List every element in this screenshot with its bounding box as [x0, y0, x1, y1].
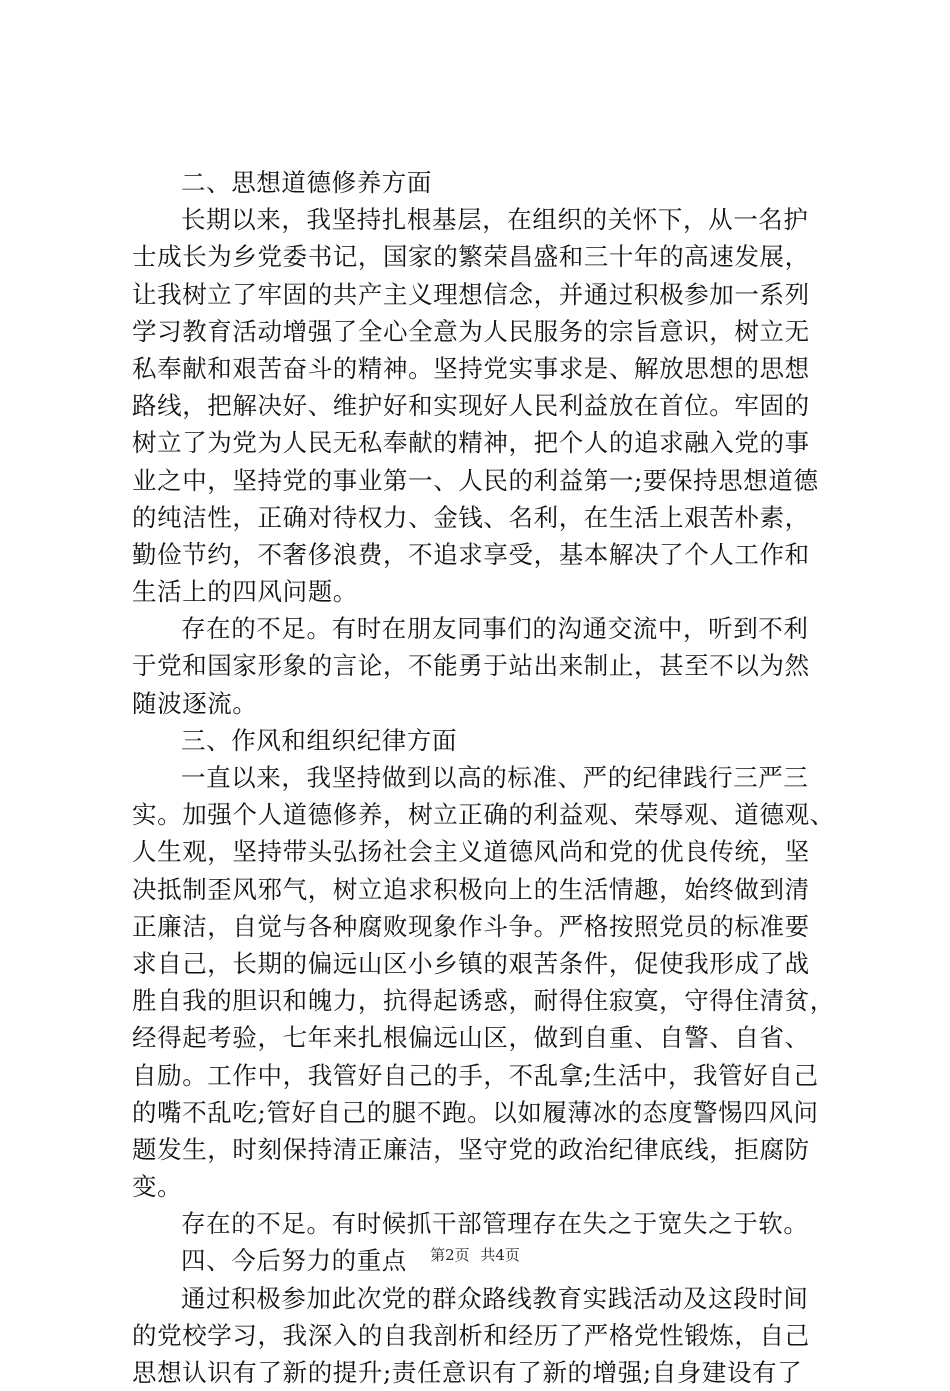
text-line: 三、作风和组织纪律方面: [181, 725, 458, 755]
text-line: 实。加强个人道德修养，树立正确的利益观、荣辱观、道德观、: [132, 800, 835, 830]
page-footer: [0, 1245, 950, 1265]
text-line: 变。: [132, 1172, 183, 1202]
text-line: 的嘴不乱吃;管好自己的腿不跑。以如履薄冰的态度警惕四风问: [132, 1097, 819, 1127]
text-line: 胜自我的胆识和魄力，抗得起诱惑，耐得住寂寞，守得住清贫，: [132, 986, 835, 1016]
page-number: 第2页: [430, 1246, 470, 1264]
text-line: 的纯洁性，正确对待权力、金钱、名利，在生活上艰苦朴素，: [132, 502, 810, 532]
text-line: 生活上的四风问题。: [132, 577, 358, 607]
text-line: 长期以来，我坚持扎根基层，在组织的关怀下，从一名护: [181, 205, 809, 235]
text-line: 四、今后努力的重点: [181, 1246, 407, 1276]
text-line: 随波逐流。: [132, 688, 258, 718]
text-line: 私奉献和艰苦奋斗的精神。坚持党实事求是、解放思想的思想: [132, 353, 810, 383]
text-line: 士成长为乡党委书记，国家的繁荣昌盛和三十年的高速发展，: [132, 242, 810, 272]
text-line: 正廉洁，自觉与各种腐败现象作斗争。严格按照党员的标准要: [132, 911, 810, 941]
text-line: 经得起考验，七年来扎根偏远山区，做到自重、自警、自省、: [132, 1023, 810, 1053]
text-line: 自励。工作中，我管好自己的手，不乱拿;生活中，我管好自己: [132, 1060, 819, 1090]
page-total: 共4页: [480, 1246, 520, 1264]
text-line: 存在的不足。有时在朋友同事们的沟通交流中，听到不利: [181, 614, 809, 644]
text-line: 题发生，时刻保持清正廉洁，坚守党的政治纪律底线，拒腐防: [132, 1134, 810, 1164]
text-line: 勤俭节约，不奢侈浪费，不追求享受，基本解决了个人工作和: [132, 539, 810, 569]
text-line: 让我树立了牢固的共产主义理想信念，并通过积极参加一系列: [132, 279, 810, 309]
text-line: 求自己，长期的偏远山区小乡镇的艰苦条件，促使我形成了战: [132, 948, 810, 978]
text-line: 的党校学习，我深入的自我剖析和经历了严格党性锻炼，自己: [132, 1320, 810, 1350]
text-line: 通过积极参加此次党的群众路线教育实践活动及这段时间: [181, 1283, 809, 1313]
text-line: 树立了为党为人民无私奉献的精神，把个人的追求融入党的事: [132, 428, 810, 458]
text-line: 决抵制歪风邪气，树立追求积极向上的生活情趣，始终做到清: [132, 874, 810, 904]
text-line: 学习教育活动增强了全心全意为人民服务的宗旨意识，树立无: [132, 316, 810, 346]
text-line: 存在的不足。有时候抓干部管理存在失之于宽失之于软。: [181, 1209, 809, 1239]
text-line: 于党和国家形象的言论，不能勇于站出来制止，甚至不以为然: [132, 651, 810, 681]
document-body: [132, 164, 835, 1391]
text-line: 二、思想道德修养方面: [181, 168, 432, 197]
text-line: 人生观，坚持带头弘扬社会主义道德风尚和党的优良传统，坚: [132, 837, 810, 867]
text-line: 一直以来，我坚持做到以高的标准、严的纪律践行三严三: [181, 763, 809, 792]
text-line: 思想认识有了新的提升;责任意识有了新的增强;自身建设有了: [132, 1358, 803, 1387]
text-line: 路线，把解决好、维护好和实现好人民利益放在首位。牢固的: [132, 391, 810, 421]
text-line: 业之中，坚持党的事业第一、人民的利益第一;要保持思想道德: [132, 465, 819, 495]
